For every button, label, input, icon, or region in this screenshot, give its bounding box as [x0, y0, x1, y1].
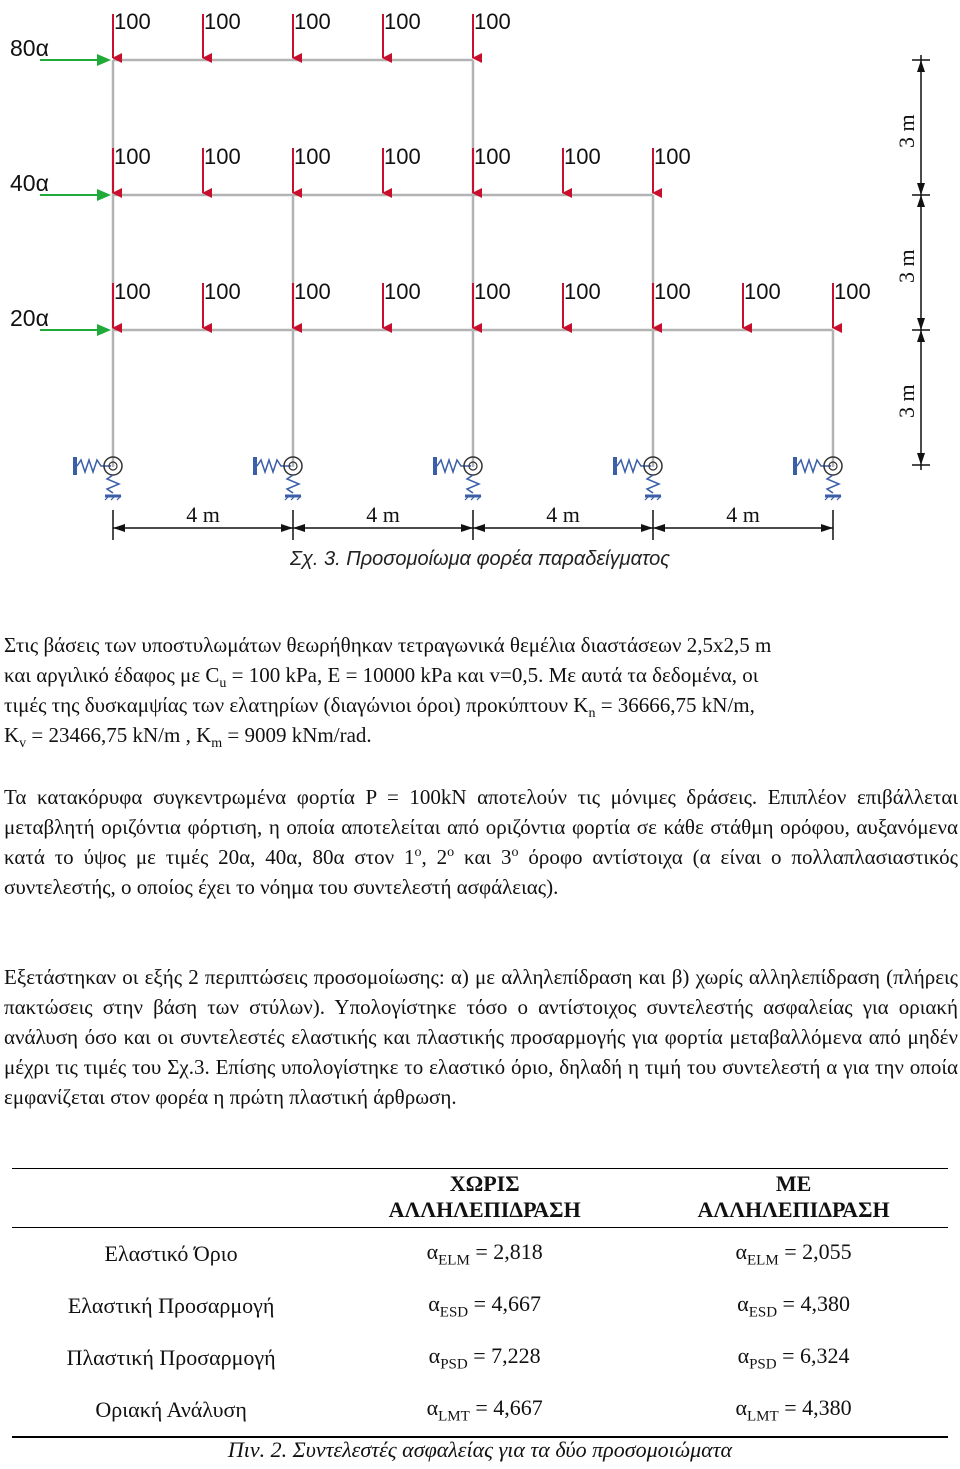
load-label: 100 [654, 144, 691, 169]
text: = 36666,75 kN/m, [595, 693, 755, 717]
subscript: u [219, 676, 227, 692]
load-label: 100 [474, 9, 511, 34]
text: και αργιλικό έδαφος με C [4, 663, 220, 687]
load-label: 100 [834, 279, 871, 304]
lateral-arrowhead [97, 324, 111, 336]
story-height-label: 3 m [894, 249, 919, 283]
text: Στις βάσεις των υποστυλωμάτων θεωρήθηκαν τετραγωνικά θεμέλια διαστάσεων 2,5x2,5 m [4, 633, 772, 657]
text: τιμές της δυσκαμψίας των ελατηρίων (διαγώνιοι όροι) προκύπτουν K [4, 693, 589, 717]
load-label: 100 [294, 9, 331, 34]
paragraph-cases: Εξετάστηκαν οι εξής 2 περιπτώσεις προσομοίωσης: α) με αλληλεπίδραση και β) χωρίς αλληλεπίδραση (πλήρεις πακτώσεις στην βάση των στύλων). Υπολογίστηκε τόσο ο αντίστοιχος συντελεστής ασφαλείας για οριακή ανάλυση όσο και οι συντελεστές ελαστικής και πλαστικής προσαρμογής για φορτία μεταβαλλόμενα από μηδέν μέχρι τις τιμές του Σχ.3. Επίσης υπολογίστηκε το ελαστικό όριο, δηλαδή η τιμή του συντελεστή α για την οποία εμφανίζεται στον φορέα η πρώτη πλαστική άρθρωση. [4, 965, 958, 1109]
load-label: 100 [564, 279, 601, 304]
lateral-arrowhead [97, 189, 111, 201]
width-dimension [113, 510, 833, 540]
load-label: 100 [294, 144, 331, 169]
load-label: 100 [474, 144, 511, 169]
text: Τα κατακόρυφα συγκεντρωμένα φορτία P = 100kN αποτελούν τις μόνιμες δράσεις. Επιπλέον επιβάλλεται μεταβλητή οριζόντια φόρτιση, η οποία αποτελείται από οριζόντια φορτία σε κάθε στάθμη ορόφου, αυξανόμενα κατά το ύψος με τιμές 20α, 40α, 80α στον 1 [4, 785, 958, 869]
text: = 23466,75 kN/m , K [26, 723, 212, 747]
text: K [4, 723, 20, 747]
header-line: ΑΛΛΗΛΕΠΙΔΡΑΣΗ [697, 1197, 890, 1222]
table-header-row [12, 1169, 948, 1228]
story-height-label: 3 m [894, 114, 919, 148]
cell-with: $\alpha_{LMT} = 4,380$ [735, 1394, 852, 1425]
text: , 2 [421, 845, 448, 869]
spring-support [793, 457, 842, 500]
lateral-load-label: 20α [10, 305, 49, 331]
table-row [12, 1228, 948, 1281]
lateral-arrowhead [97, 54, 111, 66]
figure-caption: Σχ. 3. Προσομοίωμα φορέα παραδείγματος [289, 548, 671, 570]
subscript: n [588, 706, 596, 722]
cell-with: $\alpha_{PSD} = 6,324$ [737, 1342, 850, 1373]
table-caption: Πιν. 2. Συντελεστές ασφαλείας για τα δύο προσομοιώματα [227, 1437, 733, 1462]
load-label: 100 [564, 144, 601, 169]
text: = 100 kPa, E = 10000 kPa και v=0,5. Με αυτά τα δεδομένα, οι [226, 663, 759, 687]
superscript: ο [414, 845, 422, 860]
header-line: ΧΩΡΙΣ [449, 1171, 520, 1196]
bay-width-label: 4 m [546, 502, 580, 527]
paragraph-foundation [4, 630, 958, 750]
load-label: 100 [384, 9, 421, 34]
load-label: 100 [744, 279, 781, 304]
cell-without: $\alpha_{LMT} = 4,667$ [426, 1394, 543, 1425]
table-row [12, 1332, 948, 1384]
safety-factor-table [12, 1168, 948, 1438]
lateral-load-label: 40α [10, 170, 49, 196]
paragraph-loads [4, 782, 958, 902]
load-label: 100 [204, 279, 241, 304]
text: = 9009 kNm/rad. [222, 723, 372, 747]
table-header-without [330, 1169, 639, 1228]
table-header-with [639, 1169, 948, 1228]
story-height-label: 3 m [894, 384, 919, 418]
header-line: ΑΛΛΗΛΕΠΙΔΡΑΣΗ [388, 1197, 581, 1222]
load-label: 100 [654, 279, 691, 304]
superscript: ο [447, 845, 455, 860]
table-row [12, 1280, 948, 1332]
spring-support [73, 457, 122, 500]
lateral-load-label: 80α [10, 35, 49, 61]
row-label: Ελαστική Προσαρμογή [67, 1293, 275, 1318]
spring-support [433, 457, 482, 500]
load-label: 100 [204, 144, 241, 169]
subscript: m [211, 736, 223, 752]
spring-support [253, 457, 302, 500]
row-label: Ελαστικό Όριο [104, 1241, 238, 1266]
load-label: 100 [114, 279, 151, 304]
load-label: 100 [114, 144, 151, 169]
frame-members [113, 60, 833, 467]
table-header-empty [12, 1169, 330, 1228]
bay-width-label: 4 m [726, 502, 760, 527]
cell-without: $\alpha_{ESD} = 4,667$ [428, 1290, 542, 1321]
cell-without: $\alpha_{ELM} = 2,818$ [426, 1238, 543, 1269]
load-label: 100 [204, 9, 241, 34]
frame-model-figure [0, 0, 960, 545]
row-label: Πλαστική Προσαρμογή [66, 1345, 276, 1370]
lateral-loads [40, 54, 111, 336]
subscript: v [19, 736, 27, 752]
spring-support [613, 457, 662, 500]
text: όροφο αντίστοιχα (α είναι ο πολλαπλασιαστικός συντελεστής, ο οποίος έχει το νόημα του συντελεστή ασφάλειας). [4, 845, 958, 899]
text: και 3 [454, 845, 512, 869]
cell-with: $\alpha_{ESD} = 4,380$ [737, 1290, 850, 1321]
cell-with: $\alpha_{ELM} = 2,055$ [735, 1238, 852, 1269]
load-label: 100 [384, 144, 421, 169]
bay-width-label: 4 m [366, 502, 400, 527]
bay-width-label: 4 m [186, 502, 220, 527]
load-label: 100 [294, 279, 331, 304]
row-label: Οριακή Ανάλυση [95, 1397, 247, 1422]
superscript: ο [511, 845, 519, 860]
header-line: ΜΕ [775, 1171, 812, 1196]
load-label: 100 [474, 279, 511, 304]
cell-without: $\alpha_{PSD} = 7,228$ [428, 1342, 541, 1373]
table-row [12, 1384, 948, 1437]
load-label: 100 [114, 9, 151, 34]
spring-supports [73, 457, 842, 500]
load-label: 100 [384, 279, 421, 304]
